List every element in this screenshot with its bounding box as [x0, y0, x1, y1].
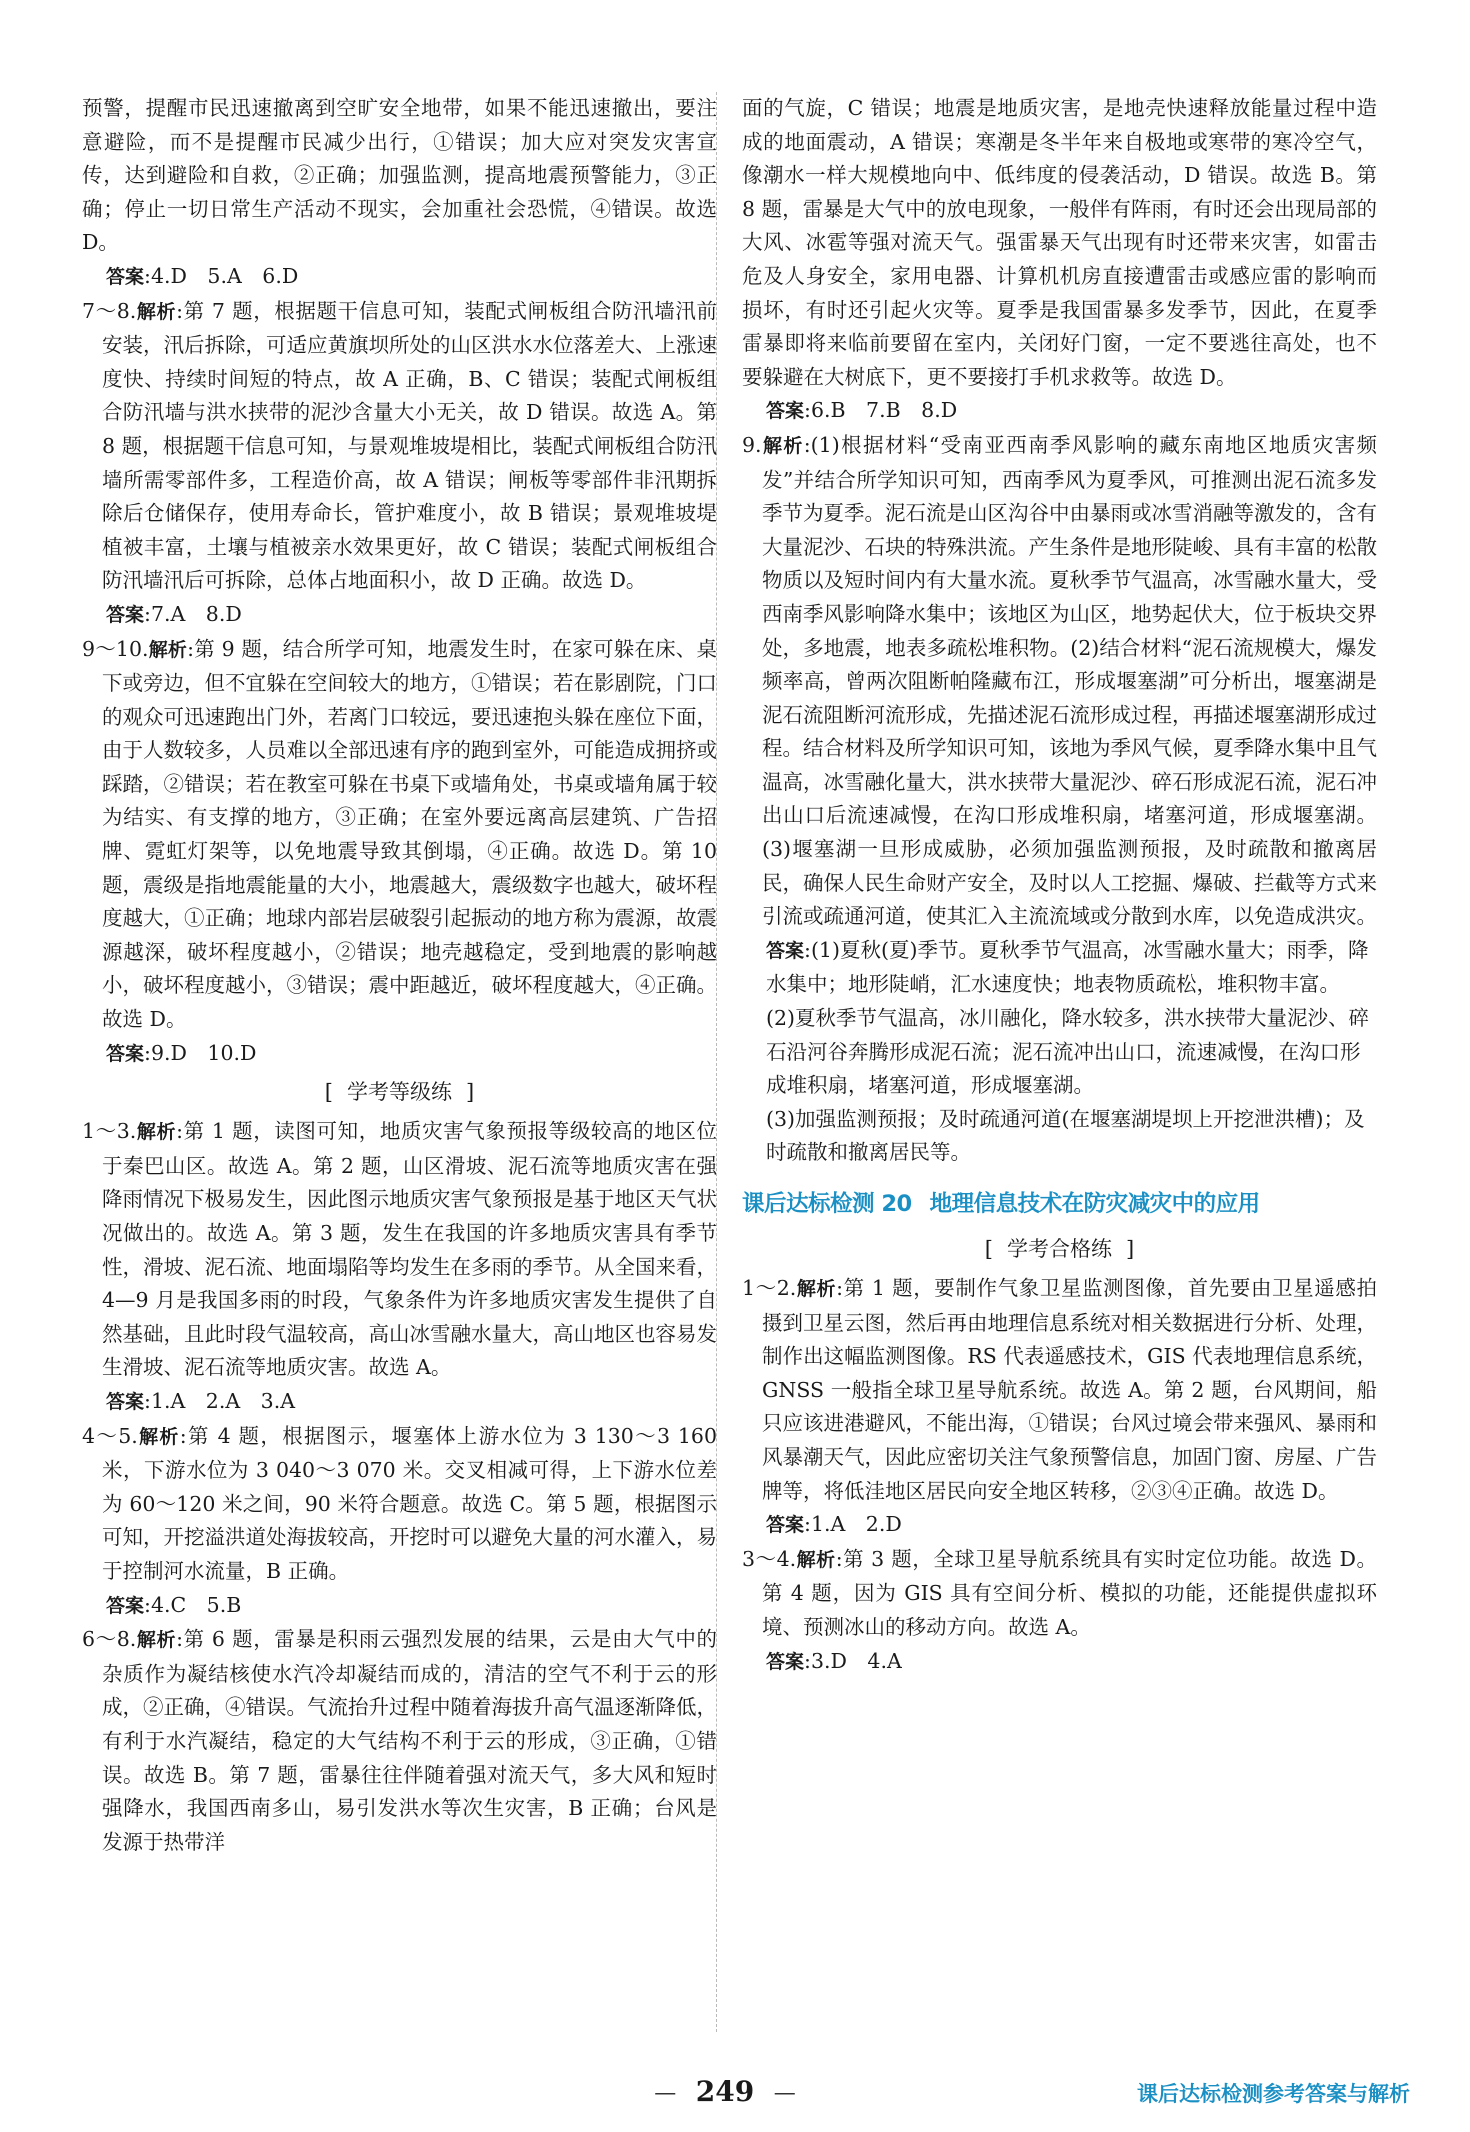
question-range: 9. [742, 432, 762, 457]
left-column [82, 92, 717, 1859]
paragraph: 面的气旋，C 错误；地震是地质灾害，是地壳快速释放能量过程中造成的地面震动，A 错误；寒潮是冬半年来自极地或寒带的寒冷空气，像潮水一样大规模地向中、低纬度的侵袭活动，D 错误。故选 B。第 8 题，雷暴是大气中的放电现象，一般伴有阵雨，有时还会出现局部的大风、冰雹等强对流天气。强雷暴天气出现有时还带来灾害，如雷击危及人身安全，家用电器、计算机机房直接遭雷击或感应雷的影响而损坏，有时还引起火灾等。夏季是我国雷暴多发季节，因此，在夏季雷暴即将来临前要留在室内，关闭好门窗，一定不要逃往高处，也不要躲避在大树底下，更不要接打手机求救等。故选 D。 [742, 96, 1377, 389]
answer-line: 答案:(1)夏秋(夏)季节。夏秋季节气温高，冰雪融水量大；雨季，降水集中；地形陡峭，汇水速度快；地表物质疏松，堆积物丰富。 [766, 937, 1369, 997]
answer-line: 答案:3.D 4.A [766, 1648, 902, 1673]
question-range: 3～4. [742, 1546, 797, 1571]
section-title: 学考合格练 [1007, 1237, 1112, 1261]
answer-line: 答案:4.D 5.A 6.D [106, 263, 299, 288]
question-block: 4～5.解析:第 4 题，根据图示，堰塞体上游水位为 3 130～3 160 米，下游水位为 3 040～3 070 米。交叉相减可得，上下游水位差为 60～120 米之间，90 米符合题意。故选 C。第 5 题，根据图示可知，开挖溢洪道处海拔较高，开挖时可以避免大量的河水灌入，易于控制河水流量，B 正确。 [82, 1423, 717, 1583]
analysis-text: 第 1 题，要制作气象卫星监测图像，首先要由卫星遥感拍摄到卫星云图，然后再由地理信息系统对相关数据进行分析、处理，制作出这幅监测图像。RS 代表遥感技术，GIS 代表地理信息系统，GNSS 一般指全球卫星导航系统。故选 A。第 2 题，台风期间，船只应该进港避风，不能出海，①错误；台风过境会带来强风、暴雨和风暴潮天气，因此应密切关注气象预警信息，加固门窗、房屋、广告牌等，将低洼地区居民向安全地区转移，②③④正确。故选 D。 [762, 1276, 1377, 1503]
answer-value: 3.D 4.A [810, 1648, 902, 1673]
analysis-text: 第 7 题，根据题干信息可知，装配式闸板组合防汛墙汛前安装，汛后拆除，可适应黄旗坝所处的山区洪水水位落差大、上涨速度快、持续时间短的特点，故 A 正确，B、C 错误；装配式闸板组合防汛墙与洪水挟带的泥沙含量大小无关，故 D 错误。故选 A。第 8 题，根据题干信息可知，与景观堆坡堤相比，装配式闸板组合防汛墙所需零部件多，工程造价高，故 A 错误；闸板等零部件非汛期拆除后仓储保存，使用寿命长，管护难度小，故 B 错误；景观堆坡堤植被丰富，土壤与植被亲水效果更好，故 C 错误；装配式闸板组合防汛墙汛后可拆除，总体占地面积小，故 D 正确。故选 D。 [102, 298, 717, 593]
answer-line: (3)加强监测预报；及时疏通河道(在堰塞湖堤坝上开挖泄洪槽)；及时疏散和撤离居民等。 [766, 1106, 1365, 1165]
answer-value: 1.A 2.D [810, 1512, 902, 1537]
answer-line: 答案:1.A 2.D [766, 1512, 902, 1537]
footer-title: 课后达标检测参考答案与解析 [1137, 2082, 1410, 2106]
analysis-text: 第 3 题，全球卫星导航系统具有实时定位功能。故选 D。第 4 题，因为 GIS 具有空间分析、模拟的功能，还能提供虚拟环境、预测冰山的移动方向。故选 A。 [762, 1546, 1377, 1639]
analysis-text: 第 9 题，结合所学可知，地震发生时，在家可躲在床、桌下或旁边，但不宜躲在空间较大的地方，①错误；若在影剧院，门口的观众可迅速跑出门外，若离门口较远，要迅速抱头躲在座位下面，由于人数较多，人员难以全部迅速有序的跑到室外，可能造成拥挤或踩踏，②错误；若在教室可躲在书桌下或墙角处，书桌或墙角属于较为结实、有支撑的地方，③正确；在室外要远离高层建筑、广告招牌、霓虹灯架等，以免地震导致其倒塌，④正确。故选 D。第 10 题，震级是指地震能量的大小，地震越大，震级数字也越大，破坏程度越大，①正确；地球内部岩层破裂引起振动的地方称为震源，故震源越深，破坏程度越小，②错误；地壳越稳定，受到地震的影响越小，破坏程度越小，③错误；震中距越近，破坏程度越大，④正确。故选 D。 [102, 636, 717, 1032]
chapter-title: 地理信息技术在防灾减灾中的应用 [929, 1191, 1260, 1217]
answer-label: 答案 [106, 1390, 145, 1413]
answer-line: 答案:9.D 10.D [106, 1040, 257, 1065]
question-range: 1～2. [742, 1276, 797, 1300]
section-heading: [ 学考等级练 ] [324, 1080, 475, 1105]
answer-value: 9.D 10.D [150, 1040, 257, 1065]
answer-line: 答案:6.B 7.B 8.D [766, 398, 958, 423]
question-range: 1～3. [82, 1119, 137, 1144]
answer-value: 7.A 8.D [150, 601, 242, 626]
analysis-text: (1)根据材料“受南亚西南季风影响的藏东南地区地质灾害频发”并结合所学知识可知，西南季风为夏季风，可推测出泥石流多发季节为夏季。泥石流是山区沟谷中由暴雨或冰雪消融等激发的，含有大量泥沙、石块的特殊洪流。产生条件是地形陡峻、具有丰富的松散物质以及短时间内有大量水流。夏秋季节气温高，冰雪融水量大，受西南季风影响降水集中；该地区为山区，地势起伏大，位于板块交界处，多地震，地表多疏松堆积物。(2)结合材料“泥石流规模大，爆发频率高，曾两次阻断帕隆藏布江，形成堰塞湖”可分析出，堰塞湖是泥石流阻断河流形成，先描述泥石流形成过程，再描述堰塞湖形成过程。结合材料及所学知识可知，该地为季风气候，夏季降水集中且气温高，冰雪融化量大，洪水挟带大量泥沙、碎石形成泥石流，泥石冲出山口后流速减慢，在沟口形成堆积扇，堵塞河道，形成堰塞湖。(3)堰塞湖一旦形成威胁，必须加强监测预报，及时疏散和撤离居民，确保人民生命财产安全，及时以人工挖掘、爆破、拦截等方式来引流或疏通河道，使其汇入主流流域或分散到水库，以免造成洪灾。 [762, 432, 1377, 929]
answer-label: 答案 [106, 265, 145, 288]
question-block: 7～8.解析:第 7 题，根据题干信息可知，装配式闸板组合防汛墙汛前安装，汛后拆除，可适应黄旗坝所处的山区洪水水位落差大、上涨速度快、持续时间短的特点，故 A 正确，B、C 错误；装配式闸板组合防汛墙与洪水挟带的泥沙含量大小无关，故 D 错误。故选 A。第 8 题，根据题干信息可知，与景观堆坡堤相比，装配式闸板组合防汛墙所需零部件多，工程造价高，故 A 错误；闸板等零部件非汛期拆除后仓储保存，使用寿命长，管护难度小，故 B 错误；景观堆坡堤植被丰富，土壤与植被亲水效果更好，故 C 错误；装配式闸板组合防汛墙汛后可拆除，总体占地面积小，故 D 正确。故选 D。 [82, 298, 717, 593]
question-block: 3～4.解析:第 3 题，全球卫星导航系统具有实时定位功能。故选 D。第 4 题，因为 GIS 具有空间分析、模拟的功能，还能提供虚拟环境、预测冰山的移动方向。故选 A。 [742, 1546, 1377, 1639]
page-number-value: 249 [695, 2075, 755, 2108]
question-block: 1～3.解析:第 1 题，读图可知，地质灾害气象预报等级较高的地区位于秦巴山区。故选 A。第 2 题，山区滑坡、泥石流等地质灾害在强降雨情况下极易发生，因此图示地质灾害气象预报是基于地区天气状况做出的。故选 A。第 3 题，发生在我国的许多地质灾害具有季节性，滑坡、泥石流、地面塌陷等均发生在多雨的季节。从全国来看，4—9 月是我国多雨的时段，气象条件为许多地质灾害发生提供了自然基础，且此时段气温较高，高山冰雪融水量大，高山地区也容易发生滑坡、泥石流等地质灾害。故选 A。 [82, 1119, 717, 1380]
right-column [742, 92, 1377, 1679]
analysis-text: 第 4 题，根据图示，堰塞体上游水位为 3 130～3 160 米，下游水位为 3 040～3 070 米。交叉相减可得，上下游水位差为 60～120 米之间，90 米符合题意。故选 C。第 5 题，根据图示可知，开挖溢洪道处海拔较高，开挖时可以避免大量的河水灌入，易于控制河水流量，B 正确。 [102, 1423, 717, 1583]
answer-value: 1.A 2.A 3.A [150, 1388, 296, 1413]
chapter-number: 课后达标检测 20 [742, 1191, 912, 1217]
question-block: 1～2.解析:第 1 题，要制作气象卫星监测图像，首先要由卫星遥感拍摄到卫星云图，然后再由地理信息系统对相关数据进行分析、处理，制作出这幅监测图像。RS 代表遥感技术，GIS 代表地理信息系统，GNSS 一般指全球卫星导航系统。故选 A。第 2 题，台风期间，船只应该进港避风，不能出海，①错误；台风过境会带来强风、暴雨和风暴潮天气，因此应密切关注气象预警信息，加固门窗、房屋、广告牌等，将低洼地区居民向安全地区转移，②③④正确。故选 D。 [742, 1276, 1377, 1503]
answer-line: 答案:7.A 8.D [106, 601, 242, 626]
section-heading: [ 学考合格练 ] [984, 1237, 1135, 1261]
question-range: 4～5. [82, 1423, 138, 1448]
analysis-label: 解析 [148, 638, 188, 661]
answer-label: 答案 [766, 1650, 805, 1673]
answer-line: (2)夏秋季节气温高，冰川融化，降水较多，洪水挟带大量泥沙、碎石沿河谷奔腾形成泥石流；泥石流冲出山口，流速减慢，在沟口形成堆积扇，堵塞河道，形成堰塞湖。 [766, 1006, 1370, 1098]
answer-label: 答案 [766, 1514, 805, 1537]
question-range: 6～8. [82, 1627, 137, 1652]
analysis-label: 解析 [136, 1121, 177, 1144]
analysis-label: 解析 [137, 1425, 180, 1448]
analysis-label: 解析 [136, 300, 177, 323]
analysis-text: 第 6 题，雷暴是积雨云强烈发展的结果，云是由大气中的杂质作为凝结核使水汽冷却凝结而成的，清洁的空气不利于云的形成，②正确，④错误。气流抬升过程中随着海拔升高气温逐渐降低，有利于水汽凝结，稳定的大气结构不利于云的形成，③正确，①错误。故选 B。第 7 题，雷暴往往伴随着强对流天气，多大风和短时强降水，我国西南多山，易引发洪水等次生灾害，B 正确；台风是发源于热带洋 [102, 1627, 717, 1854]
answer-value: 4.C 5.B [150, 1592, 242, 1617]
page-number: — 249 — [654, 2075, 796, 2108]
analysis-label: 解析 [136, 1629, 177, 1652]
paragraph: 预警，提醒市民迅速撤离到空旷安全地带，如果不能迅速撤出，要注意避险，而不是提醒市民减少出行，①错误；加大应对突发灾害宣传，达到避险和自救，②正确；加强监测，提高地震预警能力，③正确；停止一切日常生产活动不现实，会加重社会恐慌，④错误。故选 D。 [82, 96, 717, 255]
answer-label: 答案 [106, 1594, 145, 1617]
answer-label: 答案 [766, 939, 805, 962]
answer-line: 答案:1.A 2.A 3.A [106, 1388, 296, 1413]
question-block: 9.解析:(1)根据材料“受南亚西南季风影响的藏东南地区地质灾害频发”并结合所学知识可知，西南季风为夏季风，可推测出泥石流多发季节为夏季。泥石流是山区沟谷中由暴雨或冰雪消融等激发的，含有大量泥沙、石块的特殊洪流。产生条件是地形陡峻、具有丰富的松散物质以及短时间内有大量水流。夏秋季节气温高，冰雪融水量大，受西南季风影响降水集中；该地区为山区，地势起伏大，位于板块交界处，多地震，地表多疏松堆积物。(2)结合材料“泥石流规模大，爆发频率高，曾两次阻断帕隆藏布江，形成堰塞湖”可分析出，堰塞湖是泥石流阻断河流形成，先描述泥石流形成过程，再描述堰塞湖形成过程。结合材料及所学知识可知，该地为季风气候，夏季降水集中且气温高，冰雪融化量大，洪水挟带大量泥沙、碎石形成泥石流，泥石冲出山口后流速减慢，在沟口形成堆积扇，堵塞河道，形成堰塞湖。(3)堰塞湖一旦形成威胁，必须加强监测预报，及时疏散和撤离居民，确保人民生命财产安全，及时以人工挖掘、爆破、拦截等方式来引流或疏通河道，使其汇入主流流域或分散到水库，以免造成洪灾。 [742, 432, 1377, 929]
question-block: 6～8.解析:第 6 题，雷暴是积雨云强烈发展的结果，云是由大气中的杂质作为凝结核使水汽冷却凝结而成的，清洁的空气不利于云的形成，②正确，④错误。气流抬升过程中随着海拔升高气温逐渐降低，有利于水汽凝结，稳定的大气结构不利于云的形成，③正确，①错误。故选 B。第 7 题，雷暴往往伴随着强对流天气，多大风和短时强降水，我国西南多山，易引发洪水等次生灾害，B 正确；台风是发源于热带洋 [82, 1627, 717, 1854]
answer-line: 答案:4.C 5.B [106, 1592, 242, 1617]
question-range: 9～10. [82, 636, 149, 661]
answer-label: 答案 [106, 603, 145, 626]
analysis-label: 解析 [761, 434, 804, 457]
answer-value: (1)夏秋(夏)季节。夏秋季节气温高，冰雪融水量大；雨季，降水集中；地形陡峭，汇水速度快；地表物质疏松，堆积物丰富。 [766, 937, 1369, 997]
section-title: 学考等级练 [347, 1080, 452, 1105]
answer-label: 答案 [766, 400, 805, 423]
question-block: 9～10.解析:第 9 题，结合所学可知，地震发生时，在家可躲在床、桌下或旁边，但不宜躲在空间较大的地方，①错误；若在影剧院，门口的观众可迅速跑出门外，若离门口较远，要迅速抱头躲在座位下面，由于人数较多，人员难以全部迅速有序的跑到室外，可能造成拥挤或踩踏，②错误；若在教室可躲在书桌下或墙角处，书桌或墙角属于较为结实、有支撑的地方，③正确；在室外要远离高层建筑、广告招牌、霓虹灯架等，以免地震导致其倒塌，④正确。故选 D。第 10 题，震级是指地震能量的大小，地震越大，震级数字也越大，破坏程度越大，①正确；地球内部岩层破裂引起振动的地方称为震源，故震源越深，破坏程度越小，②错误；地壳越稳定，受到地震的影响越小，破坏程度越小，③错误；震中距越近，破坏程度越大，④正确。故选 D。 [82, 636, 717, 1032]
question-range: 7～8. [82, 298, 137, 323]
answer-value: 6.B 7.B 8.D [810, 398, 958, 423]
answer-value: 4.D 5.A 6.D [150, 263, 299, 288]
chapter-heading [742, 1184, 1377, 1224]
answer-label: 答案 [106, 1042, 145, 1065]
analysis-label: 解析 [796, 1278, 837, 1300]
analysis-text: 第 1 题，读图可知，地质灾害气象预报等级较高的地区位于秦巴山区。故选 A。第 2 题，山区滑坡、泥石流等地质灾害在强降雨情况下极易发生，因此图示地质灾害气象预报是基于地区天气状况做出的。故选 A。第 3 题，发生在我国的许多地质灾害具有季节性，滑坡、泥石流、地面塌陷等均发生在多雨的季节。从全国来看，4—9 月是我国多雨的时段，气象条件为许多地质灾害发生提供了自然基础，且此时段气温较高，高山冰雪融水量大，高山地区也容易发生滑坡、泥石流等地质灾害。故选 A。 [102, 1119, 717, 1380]
analysis-label: 解析 [796, 1548, 836, 1571]
